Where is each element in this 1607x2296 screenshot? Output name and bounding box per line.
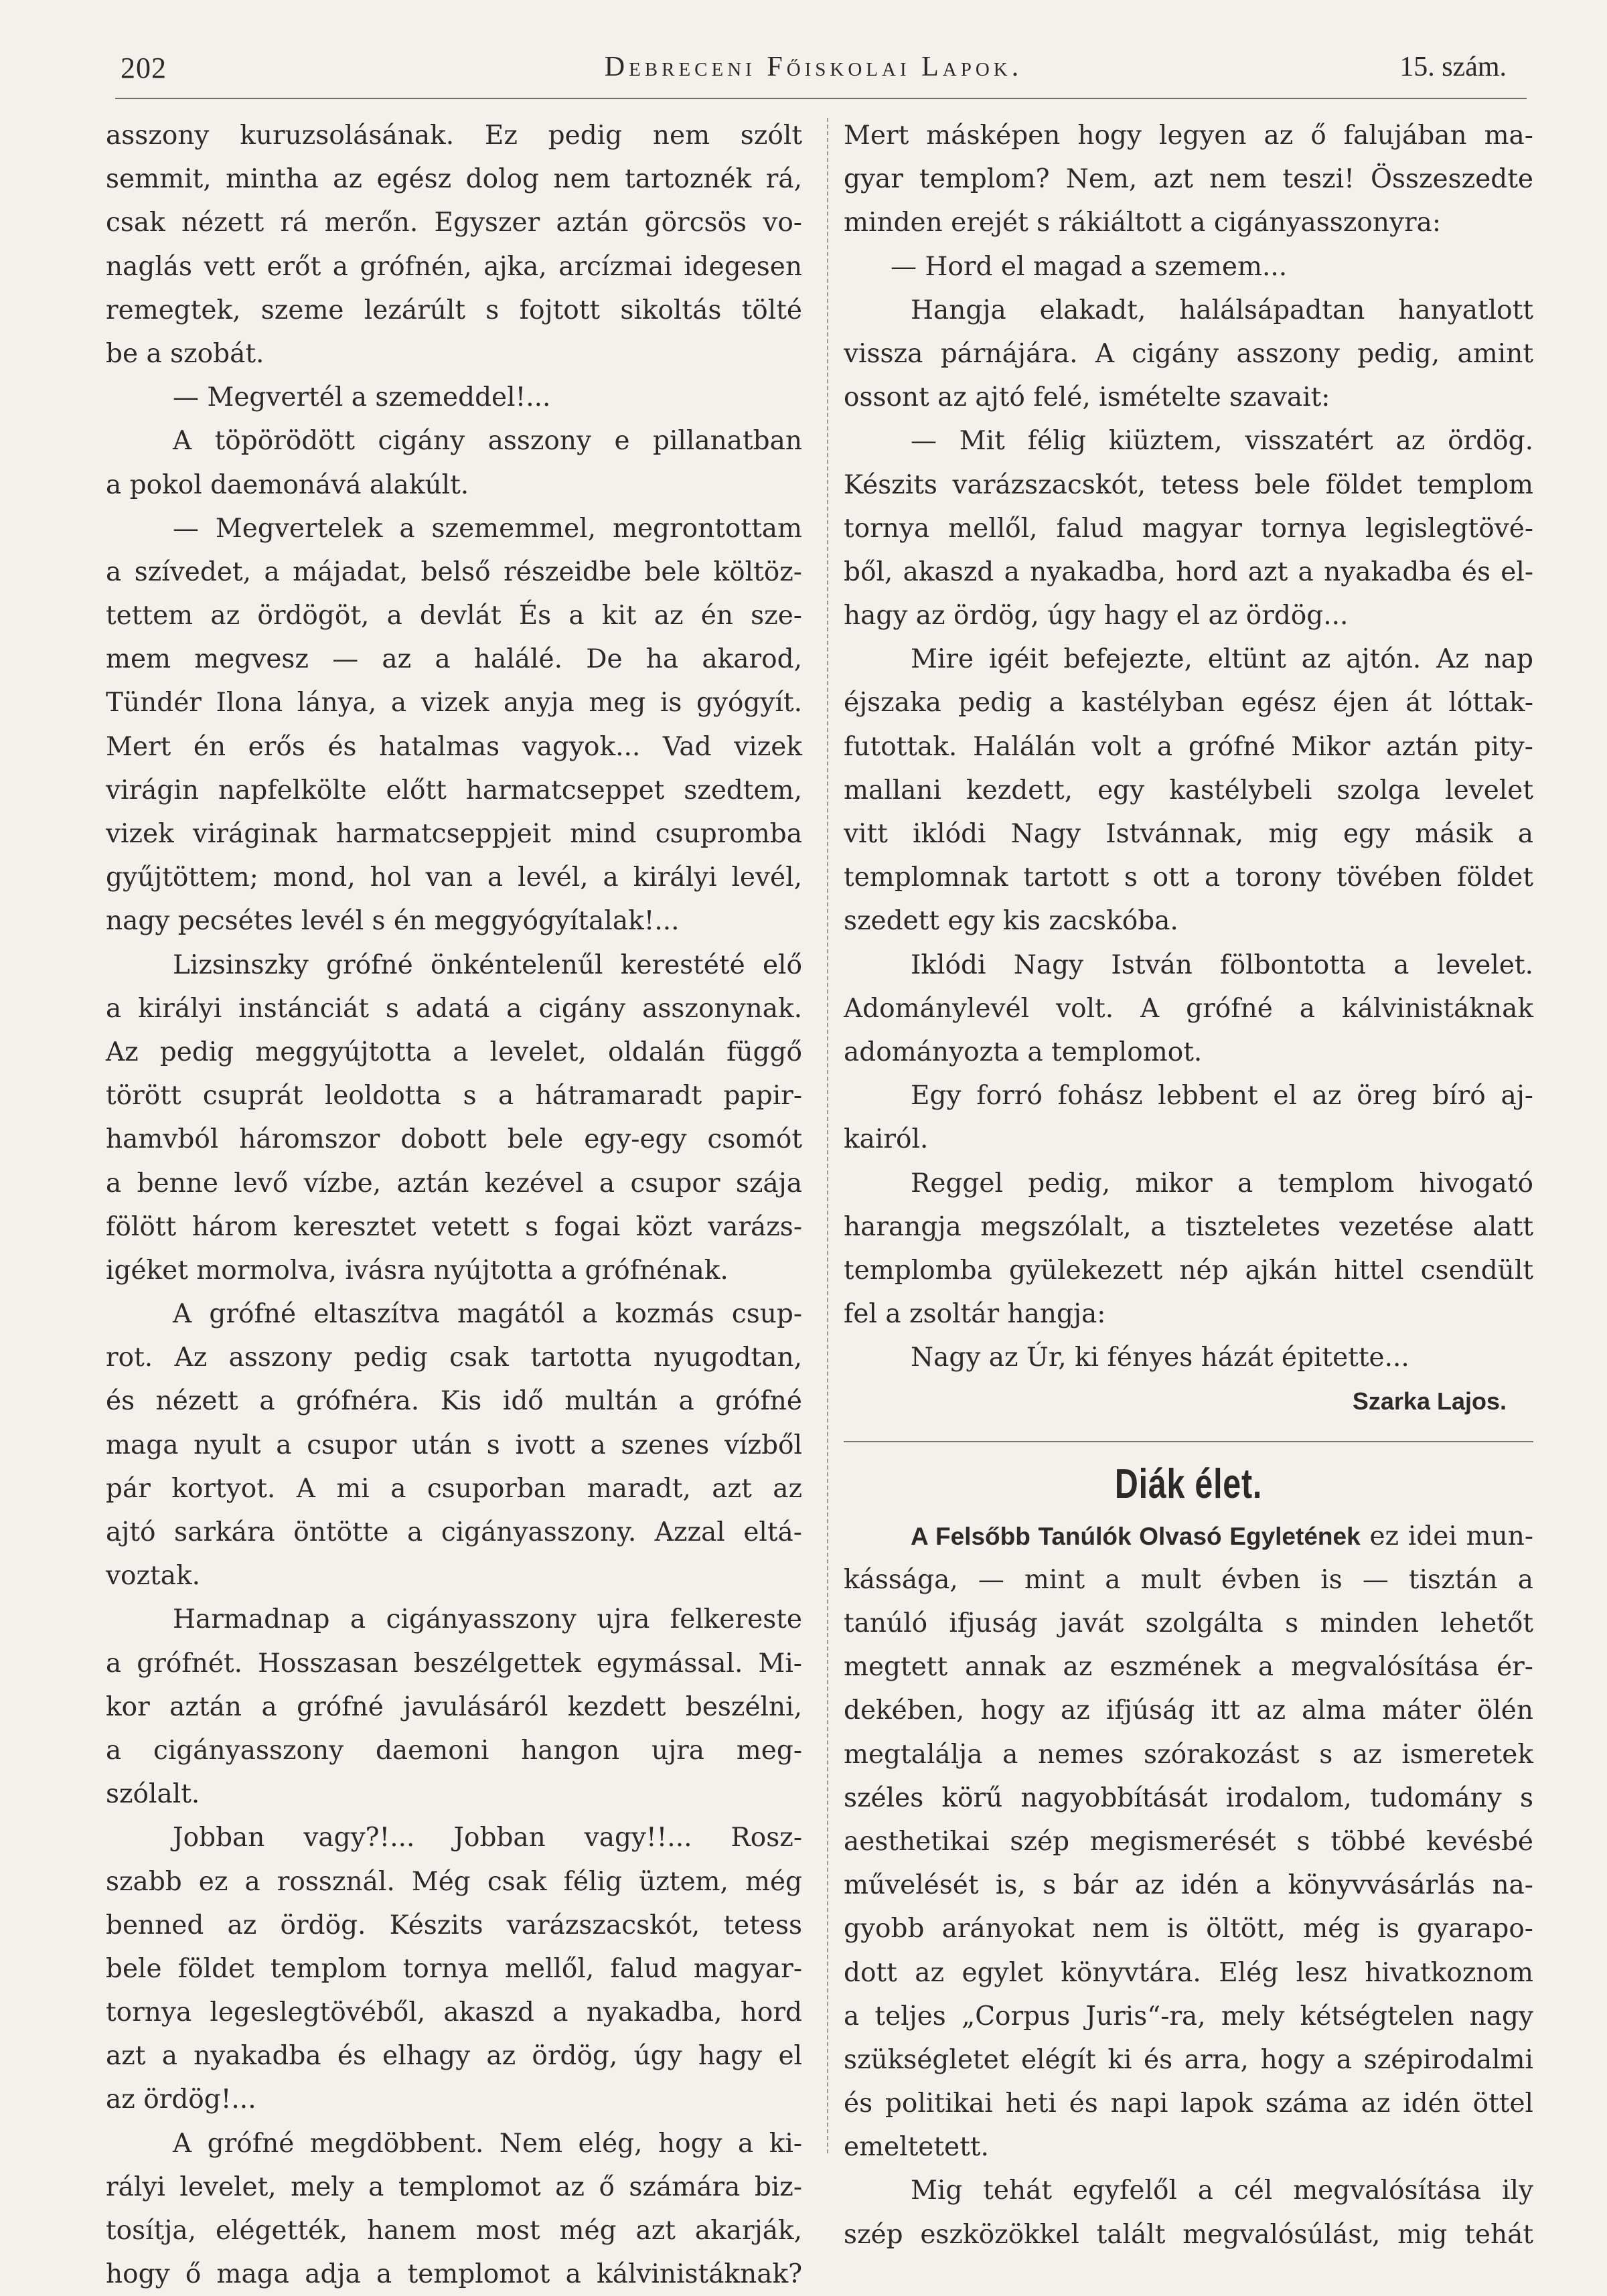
text-line: A grófné megdöbbent. Nem elég, hogy a ki-	[173, 2128, 802, 2159]
text-line: Készits varázszacskót, tetess bele földet templom	[844, 469, 1533, 500]
text-line: Mig tehát egyfelől a cél megvalósítása ily	[911, 2175, 1533, 2206]
text-line: futottak. Halálán volt a grófné Mikor aztán pity-	[844, 731, 1533, 762]
text-line: adományozta a templomot.	[844, 1037, 1203, 1067]
text-line: ossont az ajtó felé, ismételte szavait:	[844, 382, 1330, 413]
page-number: 202	[121, 52, 167, 84]
text-line: mem megvesz — az a halálé. De ha akarod,	[106, 644, 802, 675]
text-line: Mert én erős és hatalmas vagyok... Vad vizek	[106, 731, 802, 762]
text-line: naglás vett erőt a grófnén, ajka, arcízmai idegesen	[106, 251, 802, 282]
text-line: törött csuprát leoldotta s a hátramaradt papir-	[106, 1081, 802, 1112]
text-line: kássága, — mint a mult évben is — tisztán a	[844, 1564, 1533, 1595]
text-line: A töpörödött cigány asszony e pillanatban	[173, 426, 802, 457]
text-line: pár kortyot. A mi a csuporban maradt, azt az	[106, 1473, 802, 1504]
text-line: harangja megszólalt, a tiszteletes vezetése alatt	[844, 1211, 1533, 1242]
text-line: Iklódi Nagy István fölbontotta a levelet.	[911, 949, 1533, 980]
author-signature: Szarka Lajos.	[1352, 1387, 1507, 1415]
text-line: gyar templom? Nem, azt nem teszi! Összeszedte	[844, 164, 1533, 195]
text-line: tosítja, elégették, hanem most még azt akarják,	[106, 2216, 802, 2246]
text-line: bele földet templom tornya mellől, falud magyar-	[106, 1953, 802, 1984]
text-line: szükségletet elégít ki és arra, hogy a szépirodalmi	[844, 2044, 1533, 2075]
text-line: vitt iklódi Nagy Istvánnak, mig egy másik a	[844, 819, 1533, 849]
text-line: Hangja elakadt, halálsápadtan hanyatlott	[911, 295, 1533, 325]
section-title: Diák élet.	[1114, 1460, 1263, 1507]
text-line: remegtek, szeme lezárúlt s fojtott sikoltás tölté	[106, 295, 802, 325]
text-line: hagy az ördög, úgy hagy el az ördög...	[844, 601, 1349, 631]
text-line: a benne levő vízbe, aztán kezével a csupor szája	[106, 1168, 802, 1199]
issue-number: 15. szám.	[1399, 52, 1507, 82]
section-body	[844, 1558, 1533, 2256]
text-line: be a szobát.	[106, 338, 264, 369]
right-column-story	[844, 114, 1533, 1379]
text-line: — Mit félig kiüztem, visszatért az ördög.	[911, 426, 1533, 457]
text-line: rot. Az asszony pedig csak tartotta nyugodtan,	[106, 1343, 802, 1373]
text-line: Egy forró fohász lebbent el az öreg bíró aj-	[911, 1081, 1533, 1112]
text-line: Mire igéit befejezte, eltünt az ajtón. Az nap	[911, 644, 1533, 675]
text-line: szabb ez a rossznál. Még csak félig üztem, még	[106, 1866, 802, 1897]
text-line: ből, akaszd a nyakadba, hord azt a nyakadba és el-	[844, 556, 1533, 587]
header-rule	[115, 98, 1527, 99]
text-line: asszony kuruzsolásának. Ez pedig nem szólt	[106, 121, 802, 151]
text-line: mallani kezdett, egy kastélybeli szolga levelet	[844, 775, 1533, 806]
text-line: szép eszközökkel talált megvalósúlást, mig tehát	[844, 2219, 1533, 2250]
text-line: csak nézett rá merőn. Egyszer aztán görcsös vo-	[106, 208, 802, 238]
text-line: fel a zsoltár hangja:	[844, 1299, 1106, 1330]
text-line: Jobban vagy?!... Jobban vagy!!... Rosz-	[173, 1823, 802, 1853]
text-line: nagy pecsétes levél s én meggyógyítalak!...	[106, 906, 680, 937]
text-line: gyobb arányokat nem is öltött, még is gyarapo-	[844, 1914, 1533, 1944]
text-line: Reggel pedig, mikor a templom hivogató	[911, 1168, 1533, 1199]
text-line: vissza párnájára. A cigány asszony pedig, amint	[844, 338, 1533, 369]
text-line: hamvból háromszor dobott bele egy-egy csomót	[106, 1124, 802, 1155]
text-line: a grófnét. Hosszasan beszélgettek egymással. Mi-	[106, 1648, 802, 1679]
text-line: dott az egylet könyvtára. Elég lesz hivatkoznom	[844, 1957, 1533, 1988]
text-line: Mert másképen hogy legyen az ő falujában ma-	[844, 121, 1533, 151]
page-header	[114, 44, 1513, 91]
text-line: dekében, hogy az ifjúság itt az alma máter ölén	[844, 1695, 1533, 1726]
text-line: hogy ő maga adja a templomot a kálvinistáknak?	[106, 2259, 802, 2290]
section-divider	[844, 1441, 1533, 1442]
text-line: A grófné eltaszítva magától a kozmás csup-	[173, 1299, 802, 1330]
text-line: Lizsinszky grófné önkéntelenűl kerestété elő	[173, 949, 802, 980]
text-line: a teljes „Corpus Juris“-ra, mely kétségtelen nagy	[844, 2001, 1533, 2032]
text-line: szedett egy kis zacskóba.	[844, 906, 1178, 937]
text-line: vizek viráginak harmatcseppjeit mind csupromba	[106, 819, 802, 849]
left-column	[106, 114, 802, 2296]
text-line: a szívedet, a májadat, belső részeidbe bele költöz-	[106, 556, 802, 587]
section-lead-line	[844, 1515, 1533, 1558]
text-line: tettem az ördögöt, a devlát És a kit az én sze-	[106, 601, 802, 631]
text-line: — Megvertél a szemeddel!...	[173, 382, 551, 413]
text-line: és politikai heti és napi lapok száma az idén öttel	[844, 2088, 1533, 2119]
text-line: Nagy az Úr, ki fényes házát épitette...	[911, 1343, 1409, 1373]
text-line: a királyi instánciát s adatá a cigány asszonynak.	[106, 993, 802, 1024]
text-line: Az pedig meggyújtotta a levelet, oldalán függő	[106, 1037, 802, 1067]
text-line: maga nyult a csupor után s ivott a szenes vízből	[106, 1430, 802, 1460]
text-line: megtalálja a nemes szórakozást s az ismeretek	[844, 1739, 1533, 1770]
text-line: minden erejét s rákiáltott a cigányasszonyra:	[844, 208, 1442, 238]
text-line: aesthetikai szép megismerését s többé kevésbé	[844, 1826, 1533, 1857]
text-line: — Hord el magad a szemem...	[891, 251, 1288, 282]
text-line: virágin napfelkölte előtt harmatcseppet szedtem,	[106, 775, 802, 806]
right-column	[844, 114, 1533, 2256]
text-line: fölött három keresztet vetett s fogai közt varázs-	[106, 1211, 802, 1242]
text-line: benned az ördög. Készits varázszacskót, tetess	[106, 1910, 802, 1940]
journal-title: Debreceni Főiskolai Lapok.	[604, 52, 1023, 82]
section-lead-rest: ez idei mun-	[1369, 1521, 1533, 1551]
text-line: széles körű nagyobbítását irodalom, tudomány s	[844, 1782, 1533, 1813]
text-line: Adománylevél volt. A grófné a kálvinistáknak	[844, 993, 1533, 1024]
text-line: templomba gyülekezett nép ajkán hittel csendült	[844, 1255, 1533, 1286]
text-line: azt a nyakadba és elhagy az ördög, úgy hagy el	[106, 2041, 802, 2072]
text-line: és nézett a grófnéra. Kis idő multán a grófné	[106, 1386, 802, 1417]
text-line: művelését is, s bár az idén a könyvvásárlás na-	[844, 1870, 1533, 1901]
text-line: igéket mormolva, ivásra nyújtotta a grófnénak.	[106, 1255, 729, 1286]
text-line: éjszaka pedig a kastélyban egész éjen át lóttak-	[844, 688, 1533, 718]
column-divider	[827, 118, 828, 2153]
text-line: tanúló ifjuság javát szolgálta s minden lehetőt	[844, 1608, 1533, 1638]
text-line: Tündér Ilona lánya, a vizek anyja meg is gyógyít.	[106, 688, 802, 718]
text-line: — Megvertelek a szememmel, megrontottam	[173, 513, 802, 544]
text-line: megtett annak az eszmének a megvalósítása ér-	[844, 1652, 1533, 1683]
text-line: Harmadnap a cigányasszony ujra felkereste	[173, 1604, 802, 1635]
text-line: szólalt.	[106, 1779, 200, 1810]
text-line: emeltetett.	[844, 2132, 989, 2163]
text-line: voztak.	[106, 1561, 201, 1592]
text-line: semmit, mintha az egész dolog nem tartoznék rá,	[106, 164, 802, 195]
text-line: kairól.	[844, 1124, 929, 1155]
text-line: tornya mellől, falud magyar tornya legislegtövé-	[844, 513, 1533, 544]
text-line: a pokol daemonává alakúlt.	[106, 469, 469, 500]
text-line: templomnak tartott s ott a torony tövében földet	[844, 862, 1533, 893]
text-line: a cigányasszony daemoni hangon ujra meg-	[106, 1735, 802, 1766]
text-line: gyűjtöttem; mond, hol van a levél, a királyi levél,	[106, 862, 802, 893]
text-line: ajtó sarkára öntötte a cigányasszony. Azzal eltá-	[106, 1517, 802, 1547]
section-lead-bold: A Felsőbb Tanúlók Olvasó Egyletének	[911, 1522, 1361, 1550]
text-line: kor aztán a grófné javulásáról kezdett beszélni,	[106, 1691, 802, 1722]
text-line: tornya legeslegtövéből, akaszd a nyakadba, hord	[106, 1997, 802, 2028]
text-line: rályi levelet, mely a templomot az ő számára biz-	[106, 2171, 802, 2202]
text-line: az ördög!...	[106, 2084, 256, 2115]
